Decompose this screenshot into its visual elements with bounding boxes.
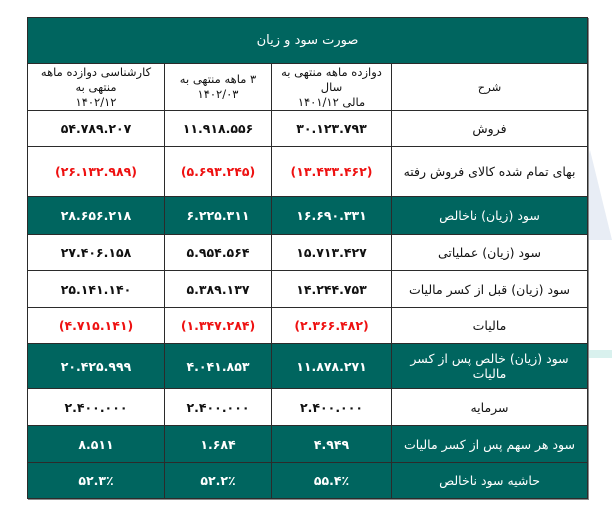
header-fy1401-line1: دوازده ماهه منتهی به سال xyxy=(281,64,382,94)
income-statement-table xyxy=(27,17,588,499)
cell-estimate: ۲۰.۴۲۵.۹۹۹ xyxy=(28,344,165,389)
table-title-row xyxy=(28,18,588,64)
header-estimate xyxy=(28,64,165,111)
cell-estimate: ۲۸.۶۵۶.۲۱۸ xyxy=(28,197,165,235)
cell-3month: ۶.۲۲۵.۳۱۱ xyxy=(165,197,272,235)
cell-fy1401: ۲.۴۰۰.۰۰۰ xyxy=(272,389,392,426)
table-row-net-profit xyxy=(28,344,588,389)
row-label: حاشیه سود ناخالص xyxy=(392,463,588,499)
cell-fy1401: ۱۱.۸۷۸.۲۷۱ xyxy=(272,344,392,389)
cell-3month: ۵.۹۵۴.۵۶۴ xyxy=(165,235,272,271)
table-row-gross-margin xyxy=(28,463,588,499)
table-row-operating-profit xyxy=(28,235,588,271)
row-label: سود هر سهم پس از کسر مالیات xyxy=(392,426,588,463)
table-row-capital xyxy=(28,389,588,426)
cell-estimate: ۲۷.۴۰۶.۱۵۸ xyxy=(28,235,165,271)
header-3month xyxy=(165,64,272,111)
row-label: سود (زیان) قبل از کسر مالیات xyxy=(392,271,588,308)
table-row-pretax-profit xyxy=(28,271,588,308)
header-estimate-line1: کارشناسی دوازده ماهه منتهی به xyxy=(40,64,152,94)
cell-estimate: ۲.۴۰۰.۰۰۰ xyxy=(28,389,165,426)
cell-estimate: ۲۵.۱۴۱.۱۴۰ xyxy=(28,271,165,308)
table-row-tax xyxy=(28,308,588,344)
row-label: سود (زیان) عملیاتی xyxy=(392,235,588,271)
header-fy1401 xyxy=(272,64,392,111)
cell-3month: (۵.۶۹۳.۲۴۵) xyxy=(165,147,272,197)
header-3month-line1: ۳ ماهه منتهی به xyxy=(179,72,257,86)
cell-fy1401: ۴.۹۴۹ xyxy=(272,426,392,463)
cell-fy1401: ۵۵.۴٪ xyxy=(272,463,392,499)
row-label: سرمایه xyxy=(392,389,588,426)
header-3month-line2: ۱۴۰۲/۰۳ xyxy=(197,87,239,101)
header-description-label: شرح xyxy=(477,79,502,94)
header-fy1401-line2: مالی ۱۴۰۱/۱۲ xyxy=(297,94,366,109)
cell-fy1401: ۳۰.۱۲۳.۷۹۳ xyxy=(272,111,392,147)
cell-estimate: ۸.۵۱۱ xyxy=(28,426,165,463)
row-label: بهای تمام شده کالای فروش رفته xyxy=(392,147,588,197)
cell-estimate: (۲۶.۱۳۲.۹۸۹) xyxy=(28,147,165,197)
header-estimate-line2: ۱۴۰۲/۱۲ xyxy=(75,94,117,109)
column-header-row xyxy=(28,64,588,111)
row-label: سود (زیان) خالص پس از کسر مالیات xyxy=(392,344,588,389)
cell-3month: ۵.۳۸۹.۱۳۷ xyxy=(165,271,272,308)
cell-estimate: ۵۴.۷۸۹.۲۰۷ xyxy=(28,111,165,147)
cell-3month: ۴.۰۴۱.۸۵۳ xyxy=(165,344,272,389)
table-row-gross-profit xyxy=(28,197,588,235)
cell-3month: ۱.۶۸۴ xyxy=(165,426,272,463)
cell-fy1401: (۲.۳۶۶.۴۸۲) xyxy=(272,308,392,344)
cell-fy1401: ۱۶.۶۹۰.۳۳۱ xyxy=(272,197,392,235)
header-description xyxy=(392,64,588,111)
cell-3month: ۱۱.۹۱۸.۵۵۶ xyxy=(165,111,272,147)
cell-estimate: (۴.۷۱۵.۱۴۱) xyxy=(28,308,165,344)
cell-fy1401: ۱۴.۲۴۴.۷۵۳ xyxy=(272,271,392,308)
cell-3month: ۵۲.۲٪ xyxy=(165,463,272,499)
row-label: مالیات xyxy=(392,308,588,344)
table-title: صورت سود و زیان xyxy=(28,18,588,64)
cell-fy1401: ۱۵.۷۱۳.۴۲۷ xyxy=(272,235,392,271)
cell-3month: ۲.۴۰۰.۰۰۰ xyxy=(165,389,272,426)
table-row-eps xyxy=(28,426,588,463)
row-label: سود (زیان) ناخالص xyxy=(392,197,588,235)
cell-estimate: ۵۲.۳٪ xyxy=(28,463,165,499)
cell-fy1401: (۱۳.۴۳۳.۴۶۲) xyxy=(272,147,392,197)
table-row-cogs xyxy=(28,147,588,197)
table-row-sales xyxy=(28,111,588,147)
row-label: فروش xyxy=(392,111,588,147)
cell-3month: (۱.۳۴۷.۲۸۴) xyxy=(165,308,272,344)
